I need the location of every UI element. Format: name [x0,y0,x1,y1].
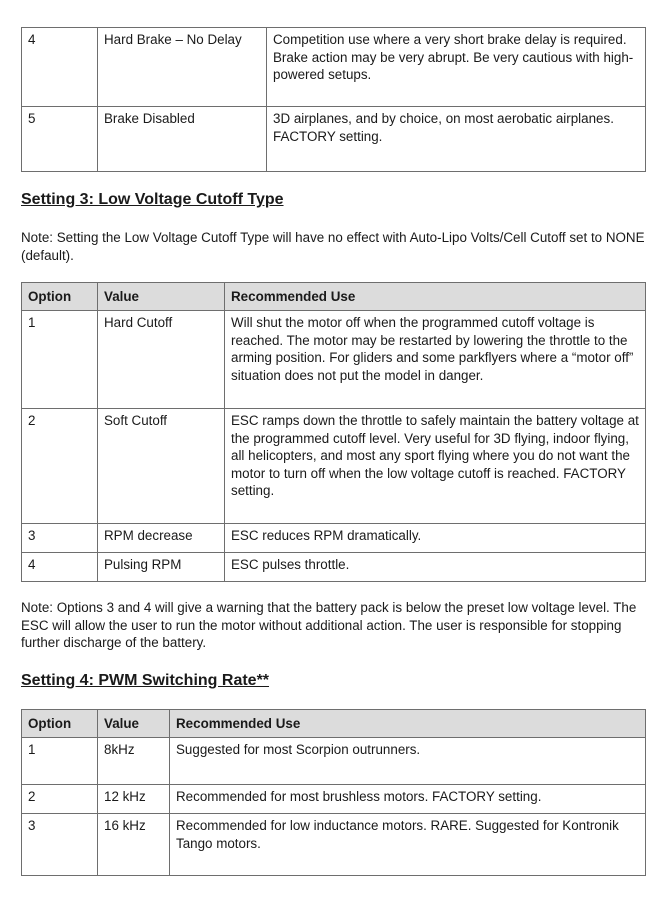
table-row [22,524,646,553]
setting3-note: Note: Setting the Low Voltage Cutoff Type will have no effect with Auto-Lipo Volts/Cell Cutoff set to NONE (default). [21,230,645,263]
use-cell: ESC pulses throttle. [225,553,646,582]
column-header-use: Recommended Use [170,710,646,738]
option-cell: 1 [22,738,98,785]
setting3-heading: Setting 3: Low Voltage Cutoff Type [21,191,284,208]
option-cell: 3 [22,524,98,553]
value-cell: 16 kHz [98,814,170,876]
use-cell: ESC reduces RPM dramatically. [225,524,646,553]
column-header-value: Value [98,710,170,738]
option-cell: 5 [22,107,98,172]
use-cell: Suggested for most Scorpion outrunners. [170,738,646,785]
column-header-option: Option [22,283,98,311]
table-row [22,785,646,814]
use-cell: Competition use where a very short brake delay is required. Brake action may be very abrupt. Be very cautious with high-powered setups. [267,28,646,107]
option-cell: 1 [22,311,98,409]
use-cell: 3D airplanes, and by choice, on most aerobatic airplanes. FACTORY setting. [267,107,646,172]
table-row [22,553,646,582]
use-cell: Recommended for low inductance motors. RARE. Suggested for Kontronik Tango motors. [170,814,646,876]
setting4-heading: Setting 4: PWM Switching Rate** [21,672,270,689]
column-header-option: Option [22,710,98,738]
value-cell: 8kHz [98,738,170,785]
setting3-footnote: Note: Options 3 and 4 will give a warning that the battery pack is below the preset low voltage level. The ESC will allow the user to run the motor without additional action. The user is responsible for stopping further discharge of the battery. [21,600,637,650]
brake-type-table [21,27,646,172]
option-cell: 3 [22,814,98,876]
table-row [22,409,646,524]
table-row [22,814,646,876]
option-cell: 2 [22,409,98,524]
table-row [22,311,646,409]
cutoff-type-table [21,282,646,582]
option-cell: 4 [22,553,98,582]
value-cell: Pulsing RPM [98,553,225,582]
table-row [22,107,646,172]
use-cell: ESC ramps down the throttle to safely maintain the battery voltage at the programmed cutoff level. Very useful for 3D flying, indoor flying, all helicopters, and most any sport flying where you do not want the motor to turn off when the low voltage cutoff is reached. FACTORY setting. [225,409,646,524]
column-header-value: Value [98,283,225,311]
table-row [22,28,646,107]
value-cell: 12 kHz [98,785,170,814]
value-cell: Soft Cutoff [98,409,225,524]
table-header-row [22,710,646,738]
option-cell: 4 [22,28,98,107]
table-header-row [22,283,646,311]
table-row [22,738,646,785]
value-cell: Hard Cutoff [98,311,225,409]
value-cell: Hard Brake – No Delay [98,28,267,107]
value-cell: RPM decrease [98,524,225,553]
pwm-rate-table [21,709,646,876]
use-cell: Recommended for most brushless motors. FACTORY setting. [170,785,646,814]
column-header-use: Recommended Use [225,283,646,311]
use-cell: Will shut the motor off when the programmed cutoff voltage is reached. The motor may be restarted by lowering the throttle to the arming position. For gliders and some parkflyers where a “motor off” situation does not put the model in danger. [225,311,646,409]
option-cell: 2 [22,785,98,814]
value-cell: Brake Disabled [98,107,267,172]
